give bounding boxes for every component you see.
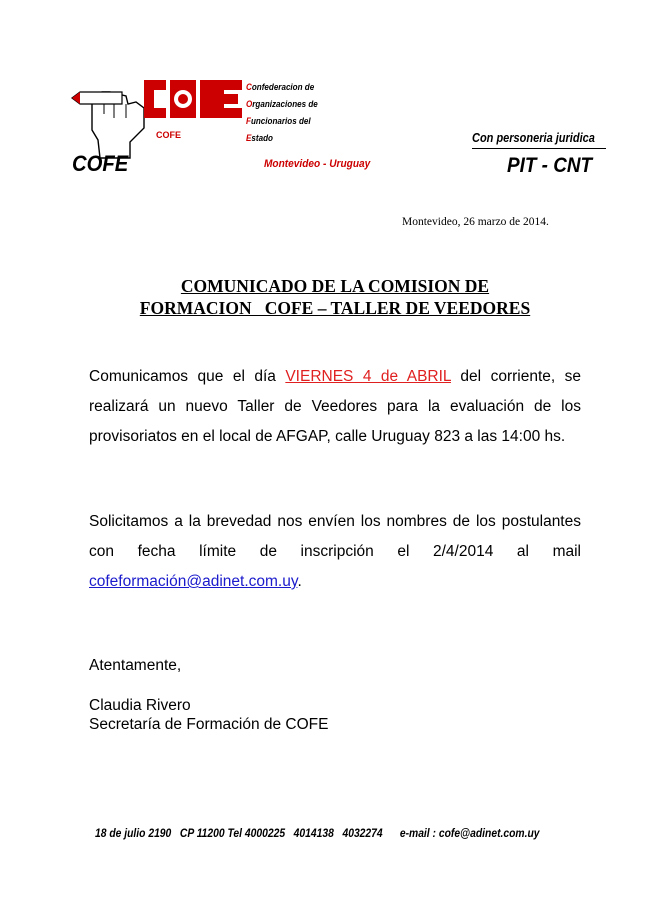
org-short-name: COFE (72, 151, 129, 176)
cofe-logo (70, 78, 242, 160)
body-paragraph-2: Solicitamos a la brevedad nos envíen los nombres de los postulantes con fecha límite de inscripción el 2/4/2014 al mail cofeformación@adinet.com.uy. (89, 513, 581, 590)
org-line: Confederacion de (246, 82, 315, 93)
affiliation: PIT - CNT (507, 154, 593, 177)
title-line-1: COMUNICADO DE LA COMISION DE (180, 276, 490, 296)
body-paragraph-1: Comunicamos que el día VIERNES 4 de ABRIL del corriente, se realizará un nuevo Taller de Veedores para la evaluación de los provisoriatos en el local de AFGAP, calle Uruguay 823 a las 14:00 hs. (89, 368, 582, 445)
header-divider (472, 148, 606, 149)
document-date: Montevideo, 26 marzo de 2014. (402, 216, 549, 228)
document-title (90, 275, 580, 319)
org-line: Funcionarios del (246, 116, 311, 127)
organization-full-name (246, 79, 318, 147)
signatory-role: Secretaría de Formación de COFE (89, 716, 329, 733)
legal-status: Con personeria juridica (472, 131, 595, 145)
closing: Atentamente, (89, 657, 182, 674)
logo-text: COFE (156, 130, 182, 140)
org-city: Montevideo - Uruguay (264, 158, 371, 170)
title-line-2: FORMACION COFE – TALLER DE VEEDORES (139, 298, 531, 318)
email-link[interactable]: cofeformación@adinet.com.uy (89, 573, 298, 590)
org-line: Estado (246, 133, 273, 144)
org-line: Organizaciones de (246, 99, 318, 110)
event-date-highlight: VIERNES 4 de ABRIL (285, 368, 451, 385)
footer-contact: 18 de julio 2190 CP 11200 Tel 4000225 4014138 4032274 e-mail : cofe@adinet.com.uy (95, 826, 540, 840)
signatory-name: Claudia Rivero (89, 697, 191, 714)
